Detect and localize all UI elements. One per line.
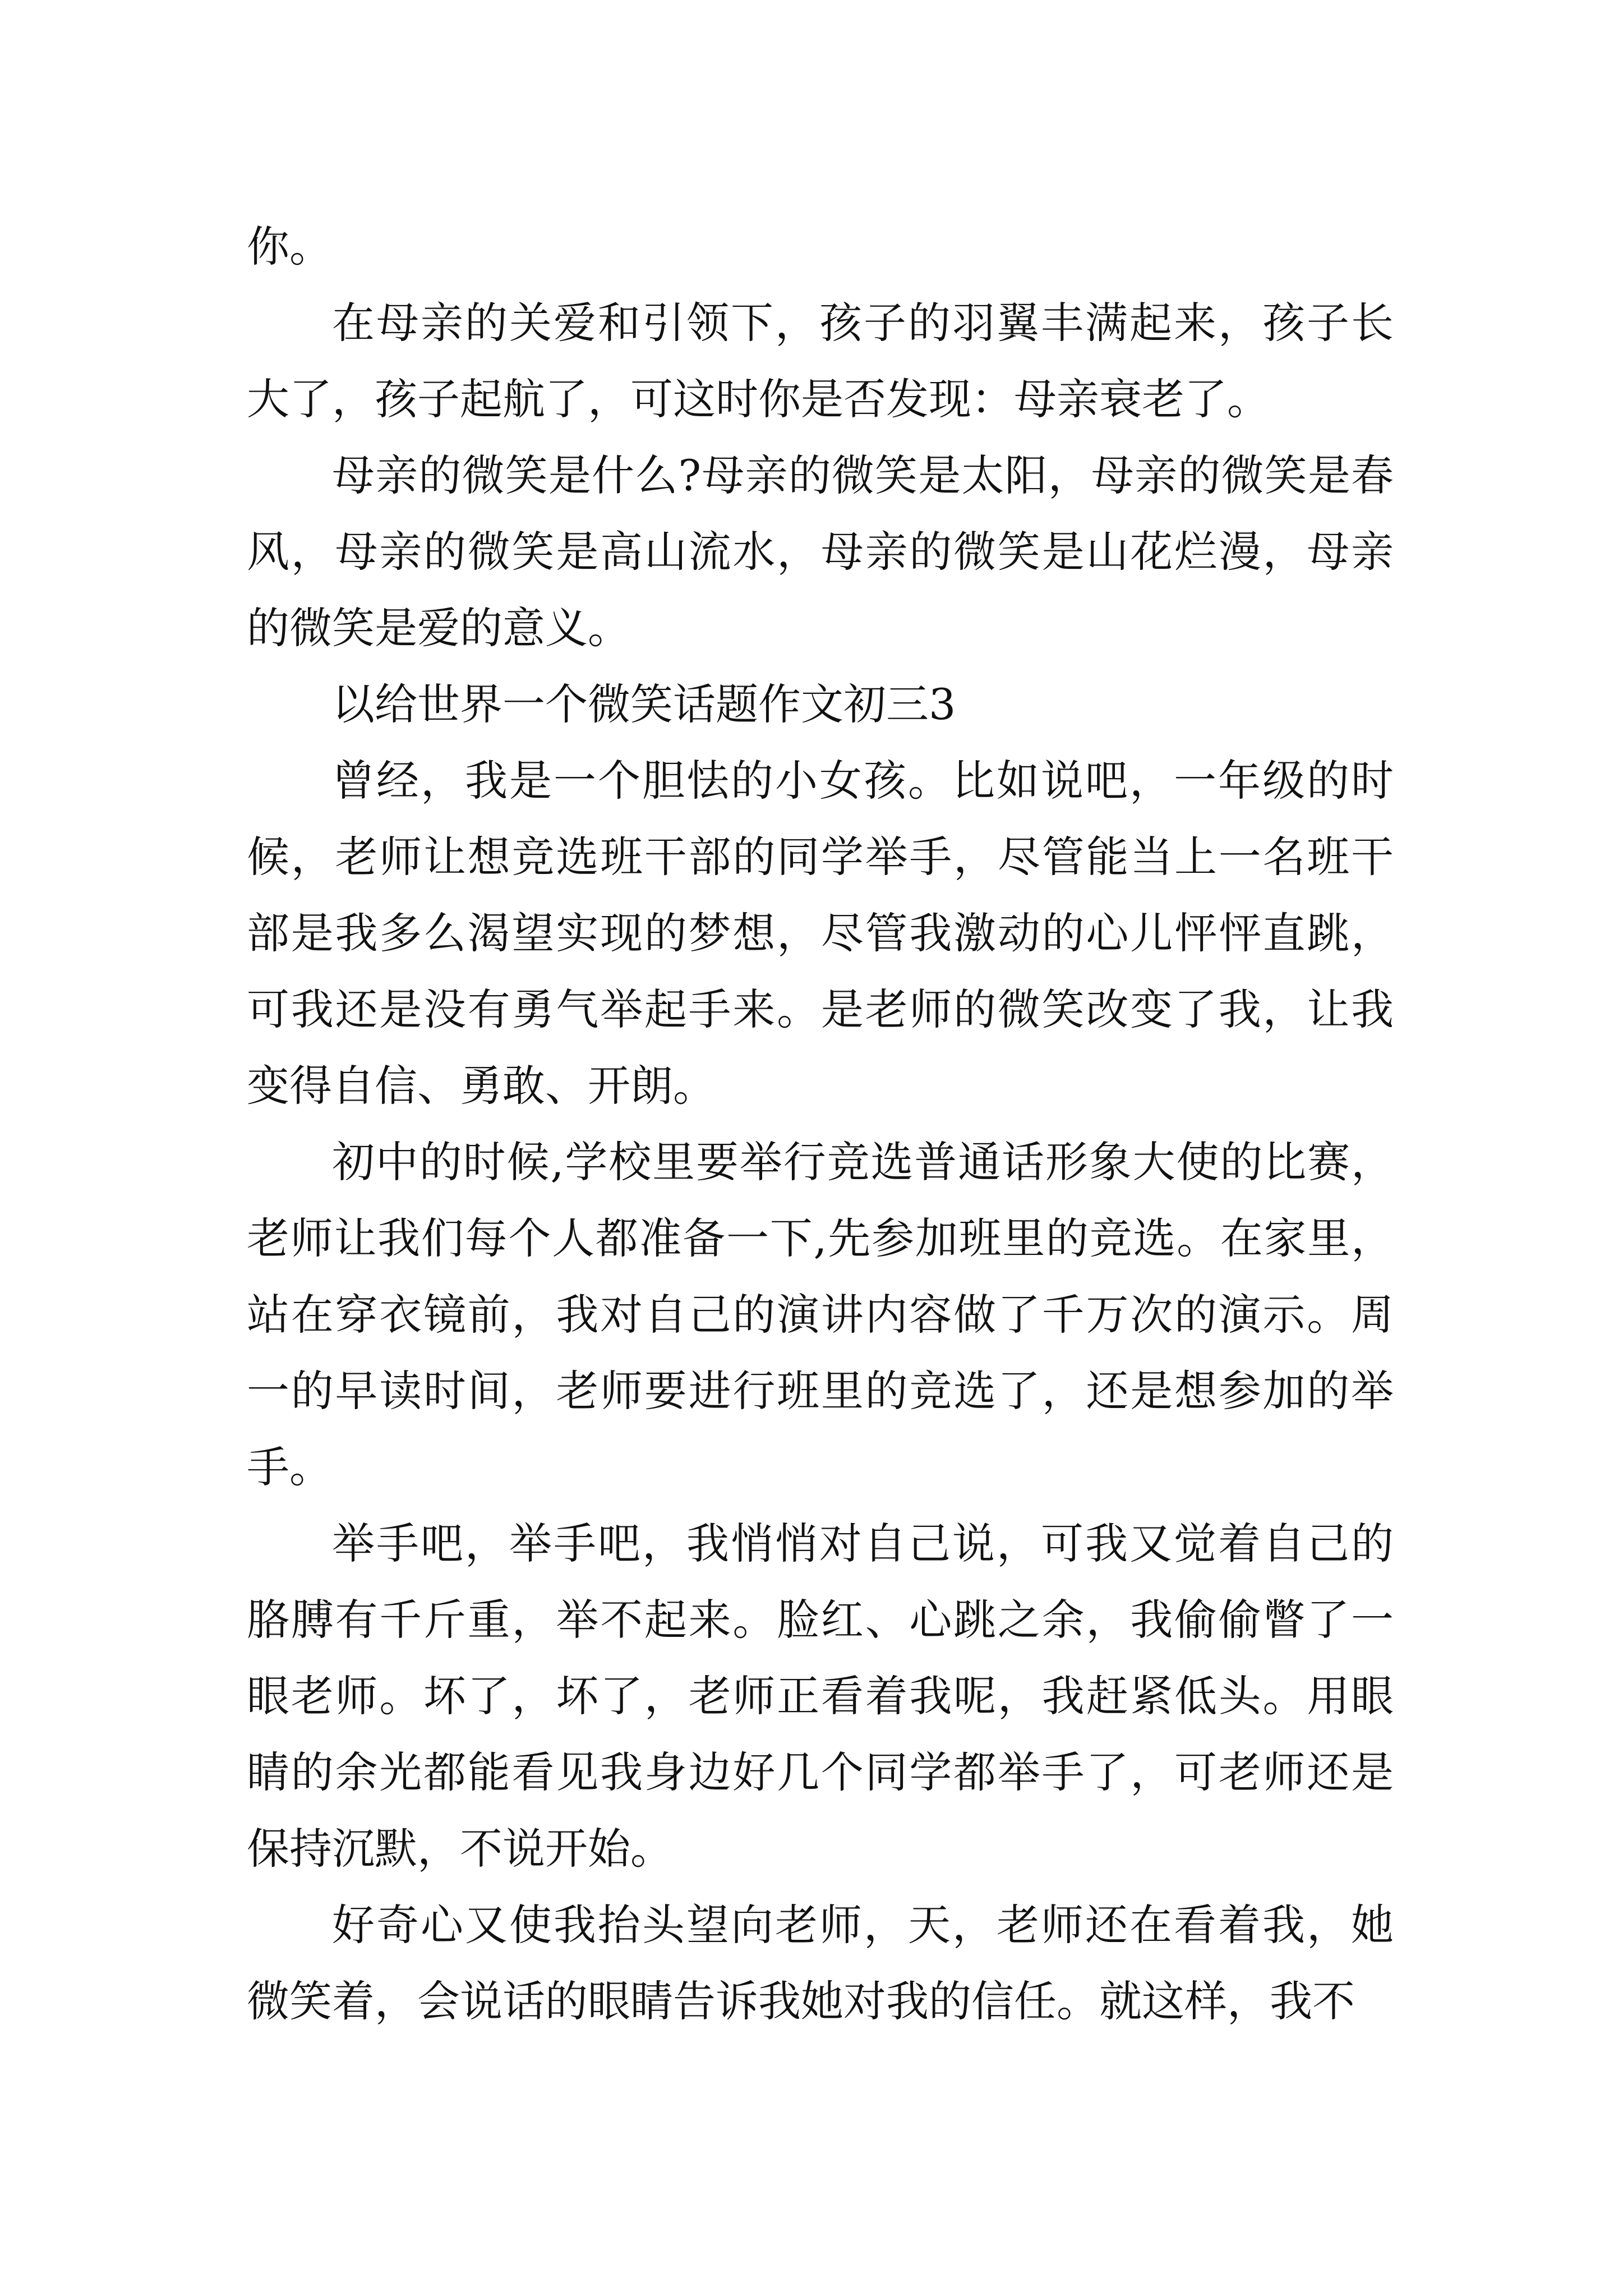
paragraph: 母亲的微笑是什么?母亲的微笑是太阳，母亲的微笑是春风，母亲的微笑是高山流水，母亲的微笑是山花烂漫，母亲的微笑是爱的意义。: [247, 450, 1394, 653]
paragraph: 举手吧，举手吧，我悄悄对自己说，可我又觉着自己的胳膊有千斤重，举不起来。脸红、心跳之余，我偷偷瞥了一眼老师。坏了，坏了，老师正看着我呢，我赶紧低头。用眼睛的余光都能看见我身边好几个同学都举手了，可老师还是保持沉默，不说开始。: [247, 1519, 1394, 1874]
section-heading: 以给世界一个微笑话题作文初三3: [332, 679, 956, 729]
paragraph: 曾经，我是一个胆怯的小女孩。比如说吧，一年级的时候，老师让想竞选班干部的同学举手，尽管能当上一名班干部是我多么渴望实现的梦想，尽管我激动的心儿怦怦直跳，可我还是没有勇气举起手来。是老师的微笑改变了我，让我变得自信、勇敢、开朗。: [247, 756, 1394, 1111]
paragraph: 初中的时候,学校里要举行竞选普通话形象大使的比赛，老师让我们每个人都准备一下,先参加班里的竞选。在家里，站在穿衣镜前，我对自己的演讲内容做了千万次的演示。周一的早读时间，老师要进行班里的竞选了，还是想参加的举手。: [247, 1137, 1394, 1492]
paragraph: 在母亲的关爱和引领下，孩子的羽翼丰满起来，孩子长大了，孩子起航了，可这时你是否发现：母亲衰老了。: [247, 298, 1394, 424]
body-text: [247, 209, 1394, 2040]
paragraph: 你。: [247, 222, 332, 272]
paragraph: 好奇心又使我抬头望向老师，天，老师还在看着我，她微笑着，会说话的眼睛告诉我她对我的信任。就这样，我不: [247, 1900, 1394, 2026]
